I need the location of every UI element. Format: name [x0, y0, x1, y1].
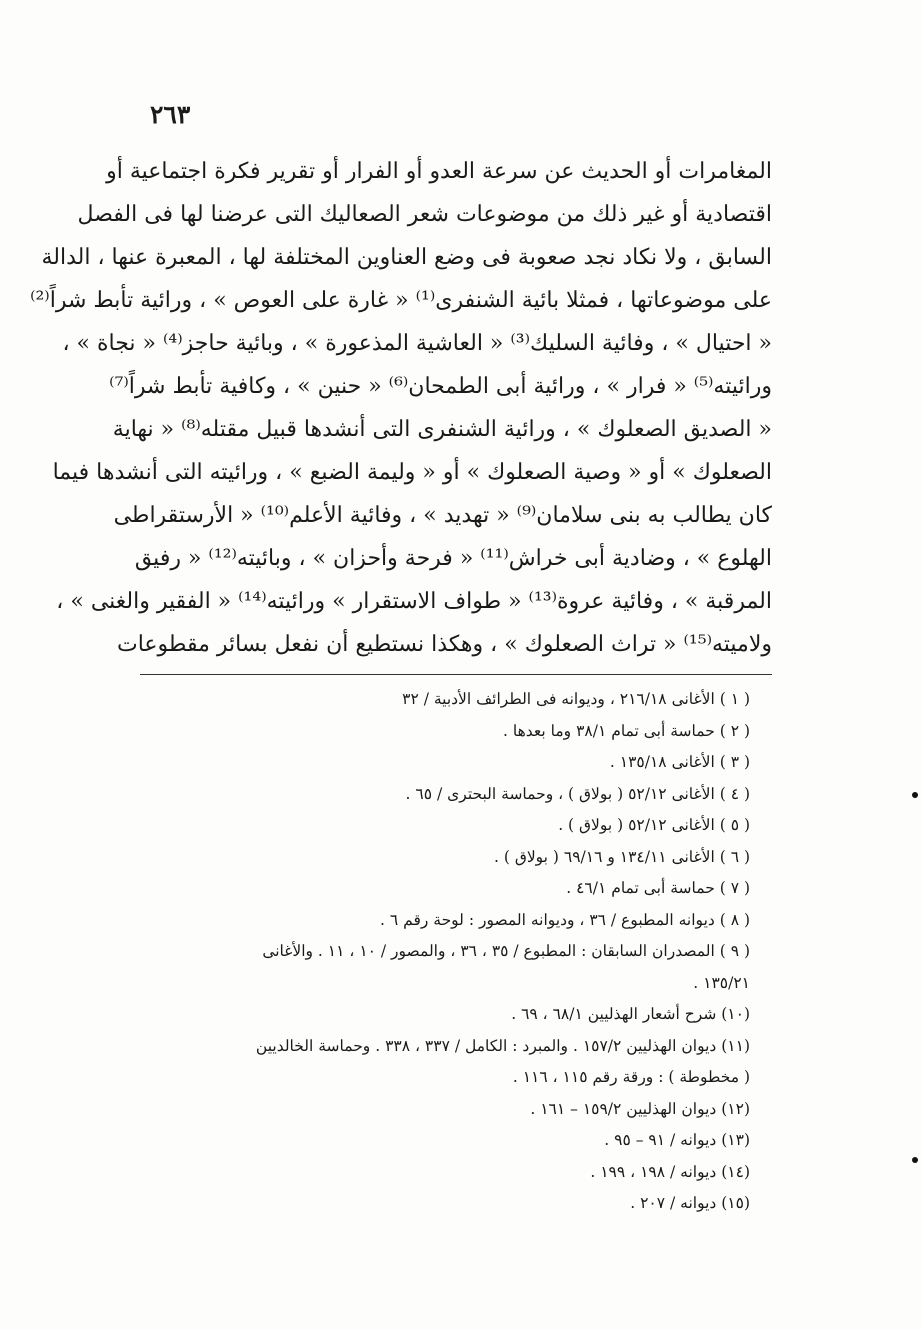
body-line: المرقبة » ، وفائية عروة⁽¹³⁾ « طواف الاستقرار » ورائيته⁽¹⁴⁾ « الفقير والغنى » ،: [56, 589, 772, 614]
footnote: ( ٤ ) الأغانى ٥٢/١٢ ( بولاق ) ، وحماسة البحترى / ٦٥ .: [405, 784, 750, 803]
footnotes: [130, 684, 750, 1220]
footnote: (١٤) ديوانه / ١٩٨ ، ١٩٩ .: [590, 1162, 750, 1181]
footnote: (١٢) ديوان الهذليين ١٥٩/٢ – ١٦١ .: [530, 1099, 750, 1118]
footnote: ( ٩ ) المصدران السابقان : المطبوع / ٣٥ ، ٣٦ ، والمصور / ١٠ ، ١١ . والأغانى: [262, 942, 750, 960]
body-line: السابق ، ولا نكاد نجد صعوبة فى وضع العناوين المختلفة لها ، المعبرة عنها ، الدالة: [41, 245, 772, 270]
footnote: ( ٨ ) ديوانه المطبوع / ٣٦ ، وديوانه المصور : لوحة رقم ٦ .: [380, 910, 750, 929]
page-number: ٢٦٣: [150, 100, 191, 129]
body-line: ورائيته⁽⁵⁾ « فرار » ، ورائية أبى الطمحان⁽⁶⁾ « حنين » ، وكافية تأبط شراً⁽⁷⁾: [109, 374, 772, 399]
body-text: [30, 150, 772, 666]
margin-speck: [912, 1157, 918, 1163]
body-line: كان يطالب به بنى سلامان⁽⁹⁾ « تهديد » ، وفائية الأعلم⁽¹⁰⁾ « الأرستقراطى: [113, 503, 772, 528]
footnote: ( ٥ ) الأغانى ٥٢/١٢ ( بولاق ) .: [558, 816, 750, 834]
body-line: الهلوع » ، وضادية أبى خراش⁽¹¹⁾ « فرحة وأحزان » ، وبائيته⁽¹²⁾ « رفيق: [134, 546, 772, 571]
body-line: اقتصادية أو غير ذلك من موضوعات شعر الصعاليك التى عرضنا لها فى الفصل: [77, 202, 772, 227]
footnote-separator: [140, 674, 772, 675]
body-line: « الصديق الصعلوك » ، ورائية الشنفرى التى أنشدها قبيل مقتله⁽⁸⁾ « نهاية: [112, 417, 772, 442]
body-line: الصعلوك » أو « وصية الصعلوك » أو « وليمة الضبع » ، ورائيته التى أنشدها فيما: [52, 460, 772, 485]
body-line: « احتيال » ، وفائية السليك⁽³⁾ « العاشية المذعورة » ، وبائية حاجز⁽⁴⁾ « نجاة » ،: [62, 331, 772, 356]
footnote-continuation: ( مخطوطة ) : ورقة رقم ١١٥ ، ١١٦ .: [512, 1068, 750, 1086]
footnote: (١١) ديوان الهذليين ١٥٧/٢ . والمبرد : الكامل / ٣٣٧ ، ٣٣٨ . وحماسة الخالديين: [255, 1036, 750, 1055]
footnote: ( ٣ ) الأغانى ١٣٥/١٨ .: [609, 753, 750, 771]
footnote: ( ٢ ) حماسة أبى تمام ٣٨/١ وما بعدها .: [503, 721, 750, 740]
footnote: ( ١ ) الأغانى ٢١٦/١٨ ، وديوانه فى الطرائف الأدبية / ٣٢: [402, 690, 750, 708]
margin-speck: [912, 792, 918, 798]
footnote: (١٥) ديوانه / ٢٠٧ .: [630, 1194, 750, 1212]
body-line: على موضوعاتها ، فمثلا بائية الشنفرى⁽¹⁾ « غارة على العوص » ، ورائية تأبط شراً⁽²⁾: [30, 288, 772, 313]
footnote: ( ٧ ) حماسة أبى تمام ٤٦/١ .: [566, 879, 750, 897]
footnote: (١٠) شرح أشعار الهذليين ٦٨/١ ، ٦٩ .: [511, 1005, 750, 1023]
footnote-continuation: ١٣٥/٢١ .: [693, 973, 750, 992]
body-line: ولاميته⁽¹⁵⁾ « تراث الصعلوك » ، وهكذا نستطيع أن نفعل بسائر مقطوعات: [117, 632, 772, 657]
footnote: ( ٦ ) الأغانى ١٣٤/١١ و ٦٩/١٦ ( بولاق ) .: [493, 847, 750, 866]
body-line: المغامرات أو الحديث عن سرعة العدو أو الفرار أو تقرير فكرة اجتماعية أو: [106, 159, 772, 184]
footnote: (١٣) ديوانه / ٩١ – ٩٥ .: [604, 1131, 750, 1149]
